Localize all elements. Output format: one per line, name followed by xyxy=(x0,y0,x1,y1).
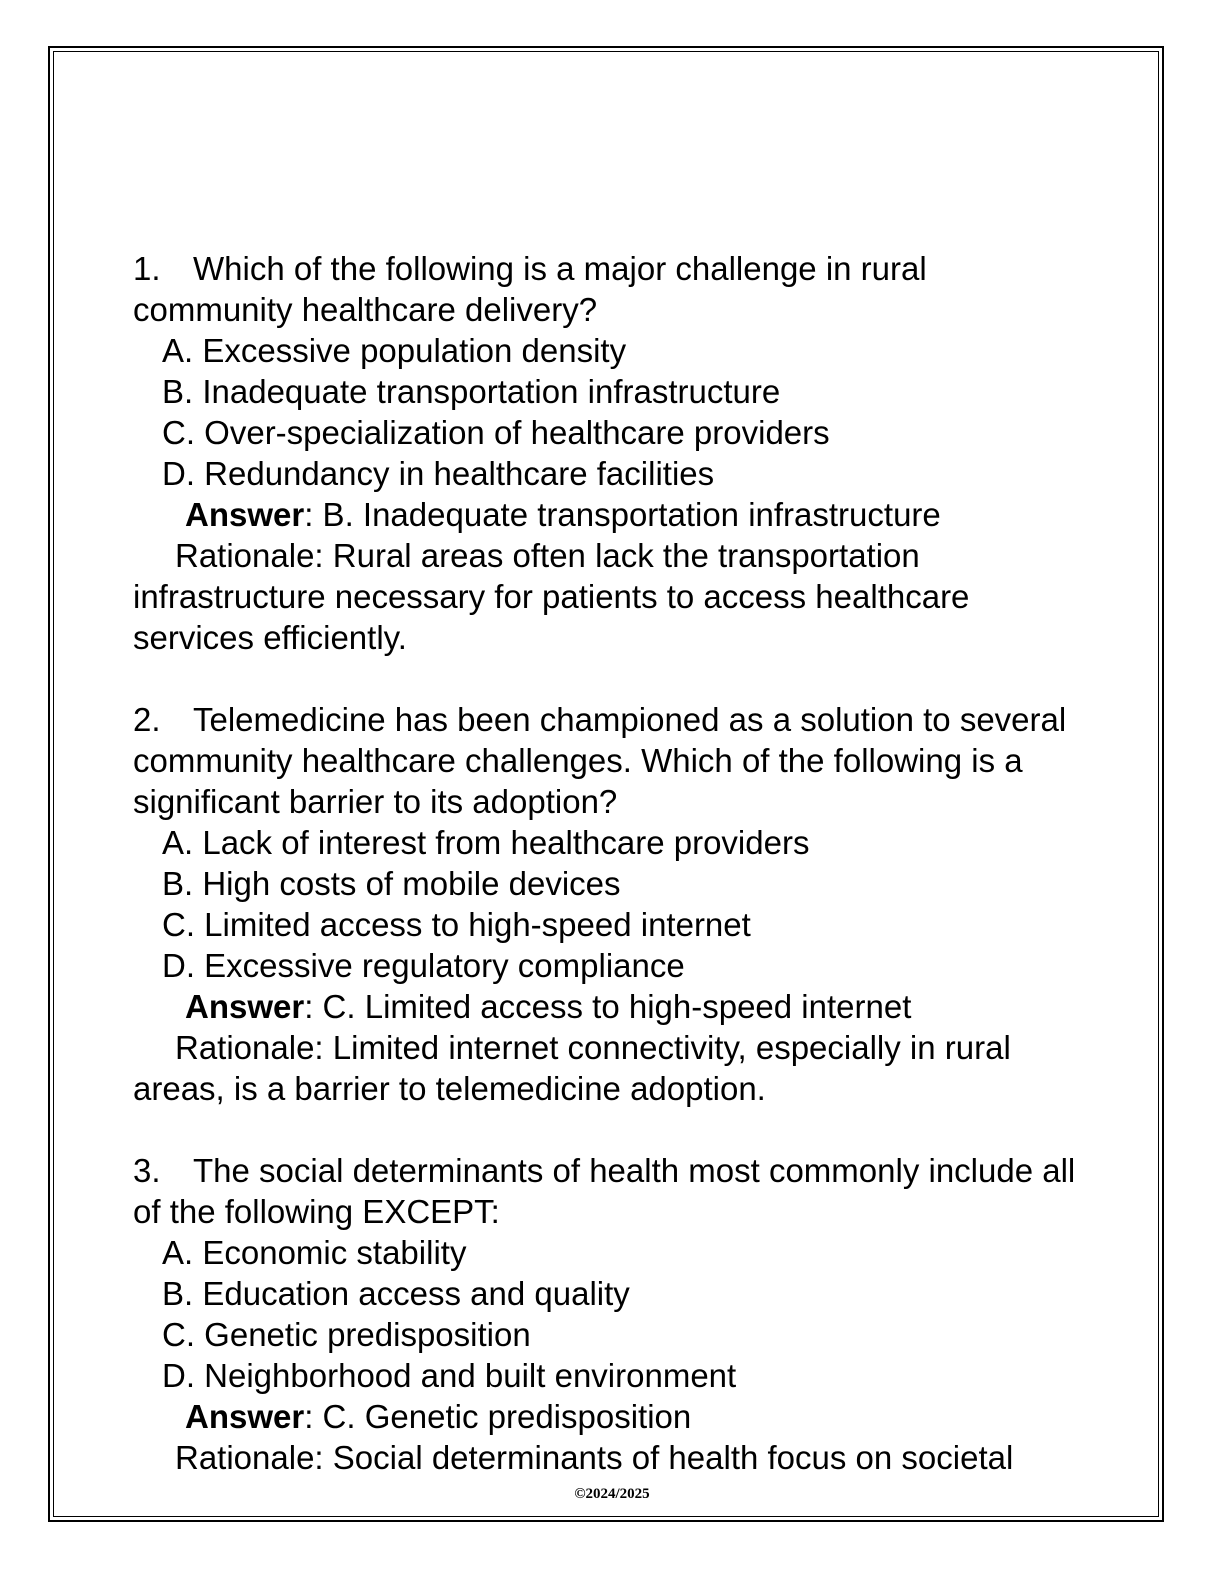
question-2-option-a: A. Lack of interest from healthcare providers xyxy=(162,824,810,861)
question-3-text: The social determinants of health most commonly include all of the following EXCEPT: xyxy=(133,1152,1076,1230)
question-1-answer xyxy=(133,494,1093,535)
question-3-option-b: B. Education access and quality xyxy=(162,1275,630,1312)
copyright-footer: ©2024/2025 xyxy=(574,1486,650,1502)
question-2-stem xyxy=(133,699,1093,822)
question-1-answer-label: Answer xyxy=(185,496,305,533)
question-3-rationale-text: Rationale: Social determinants of health focus on societal xyxy=(175,1439,1014,1476)
question-2-rationale xyxy=(133,1027,1093,1109)
question-2-answer-value: : C. Limited access to high-speed internet xyxy=(304,988,912,1025)
question-1-option-b: B. Inadequate transportation infrastructure xyxy=(162,373,781,410)
question-3-answer-value: : C. Genetic predisposition xyxy=(304,1398,692,1435)
question-3-number: 3. xyxy=(133,1152,161,1189)
question-2-option-c: C. Limited access to high-speed internet xyxy=(162,906,751,943)
question-3-answer xyxy=(133,1396,1093,1437)
question-2-rationale-text: Rationale: Limited internet connectivity, especially in rural areas, is a barrier to telemedicine adoption. xyxy=(133,1029,1011,1107)
question-3-rationale xyxy=(133,1437,1093,1478)
question-1-stem xyxy=(133,248,1093,330)
question-1-text: Which of the following is a major challenge in rural community healthcare delivery? xyxy=(133,250,927,328)
question-2-option-b: B. High costs of mobile devices xyxy=(162,865,621,902)
question-2 xyxy=(133,699,1093,1109)
question-2-answer xyxy=(133,986,1093,1027)
question-2-number: 2. xyxy=(133,701,161,738)
question-2-option-d: D. Excessive regulatory compliance xyxy=(162,947,685,984)
question-2-answer-label: Answer xyxy=(185,988,305,1025)
question-1-option-a: A. Excessive population density xyxy=(162,332,627,369)
question-1-option-d: D. Redundancy in healthcare facilities xyxy=(162,455,715,492)
question-1-rationale xyxy=(133,535,1093,658)
question-2-text: Telemedicine has been championed as a solution to several community healthcare challenges. Which of the following is a significant barrier to its adoption? xyxy=(133,701,1067,820)
question-3-option-d: D. Neighborhood and built environment xyxy=(162,1357,737,1394)
question-1 xyxy=(133,248,1093,658)
question-1-rationale-text: Rationale: Rural areas often lack the transportation infrastructure necessary for patients to access healthcare services efficiently. xyxy=(133,537,970,656)
question-3-answer-label: Answer xyxy=(185,1398,305,1435)
question-1-option-c: C. Over-specialization of healthcare providers xyxy=(162,414,830,451)
question-1-number: 1. xyxy=(133,250,161,287)
question-1-answer-value: : B. Inadequate transportation infrastructure xyxy=(304,496,941,533)
question-3 xyxy=(133,1150,1093,1478)
question-3-option-a: A. Economic stability xyxy=(162,1234,467,1271)
question-3-option-c: C. Genetic predisposition xyxy=(162,1316,531,1353)
document-body xyxy=(133,248,1093,1478)
question-3-stem xyxy=(133,1150,1093,1232)
